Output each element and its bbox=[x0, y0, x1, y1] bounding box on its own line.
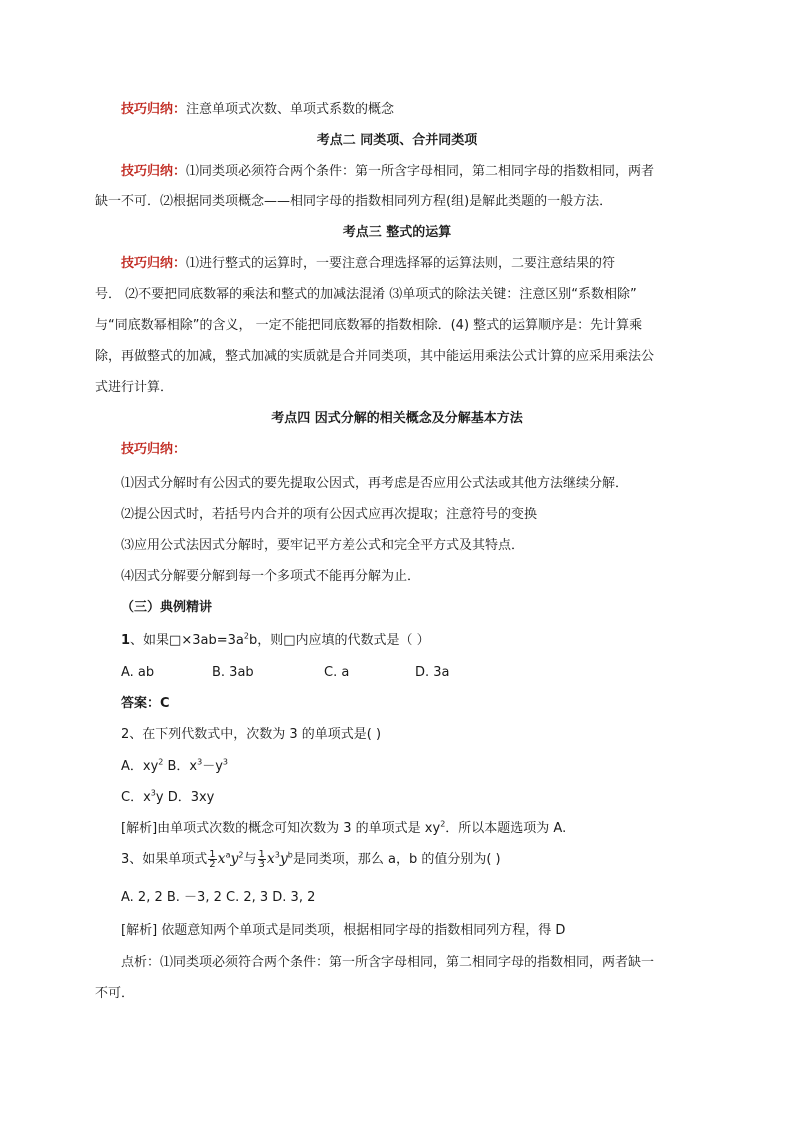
q3-comment-b: 不可． bbox=[95, 986, 135, 1001]
tip-label-4: 技巧归纳： bbox=[121, 442, 187, 457]
tip-line-3c: 与“同底数幂相除”的含义， 一定不能把同底数幂的指数相除．(4) 整式的运算顺序是：先计算乘 bbox=[95, 318, 643, 333]
q1-option-a: A. ab bbox=[121, 665, 155, 680]
heading-kaodian-3: 考点三 整式的运算 bbox=[342, 225, 452, 240]
tip-item-4: ⑷因式分解要分解到每一个多项式不能再分解为止． bbox=[121, 569, 421, 584]
q2-options-ab: A．$xy^2$ B．$x^3-y^3$ bbox=[121, 757, 229, 774]
tip-line-2a bbox=[121, 163, 654, 181]
q3-comment-a: 点析：⑴同类项必须符合两个条件：第一所含字母相同，第二相同字母的指数相同，两者缺一 bbox=[121, 955, 655, 970]
tip-line-2b: 缺一不可．⑵根据同类项概念——相同字母的指数相同列方程(组)是解此类题的一般方法． bbox=[95, 194, 613, 209]
q1-number: 1 bbox=[121, 633, 131, 648]
q3-options: A. 2, 2 B. －3, 2 C. 2, 3 D. 3, 2 bbox=[121, 890, 316, 905]
heading-kaodian-4: 考点四 因式分解的相关概念及分解基本方法 bbox=[271, 411, 523, 426]
fraction-one-third: $\frac{1}{3}$ bbox=[258, 849, 265, 870]
q1-option-c: C. a bbox=[324, 665, 350, 680]
tip-line-3b: 号． ⑵不要把同底数幂的乘法和整式的加减法混淆 ⑶单项式的除法关键：注意区别“系数相除” bbox=[95, 287, 637, 302]
tip-text: 注意单项式次数、单项式系数的概念 bbox=[186, 102, 395, 117]
q2-analysis: [解析]由单项式次数的概念可知次数为 3 的单项式是 $xy^2$．所以本题选项为 A. bbox=[121, 819, 567, 836]
tip-line-1 bbox=[121, 101, 394, 119]
q1-option-b: B. 3ab bbox=[212, 665, 254, 680]
tip-line-3e: 式进行计算． bbox=[95, 380, 174, 395]
tip-label: 技巧归纳： bbox=[121, 256, 187, 271]
tip-text: ⑴进行整式的运算时，一要注意合理选择幂的运算法则，二要注意结果的符 bbox=[186, 256, 616, 271]
q3-stem: 3、如果单项式 $\frac{1}{2}$ $x^ay^2$与 $\frac{1}{3}$ $x^3y^b$是同类项，那么 a，b 的值分别为( ) bbox=[121, 849, 501, 870]
q3-analysis: [解析] 依题意知两个单项式是同类项，根据相同字母的指数相同列方程，得 D bbox=[121, 923, 566, 938]
q2-options-cd: C．$x^3y$ D．3xy bbox=[121, 788, 215, 805]
q1-stem: 1、如果$□\times 3ab=3a^2b$，则□内应填的代数式是（ ） bbox=[121, 631, 430, 648]
q1-option-d: D. 3a bbox=[415, 665, 450, 680]
tip-label: 技巧归纳： bbox=[121, 102, 187, 117]
section-heading: （三）典例精讲 bbox=[121, 600, 213, 615]
fraction-one-half: $\frac{1}{2}$ bbox=[209, 849, 216, 870]
q1-answer: 答案：C bbox=[121, 696, 170, 711]
heading-kaodian-2: 考点二 同类项、合并同类项 bbox=[316, 133, 478, 148]
tip-label: 技巧归纳： bbox=[121, 164, 187, 179]
q2-stem: 2、在下列代数式中，次数为 3 的单项式是( ) bbox=[121, 727, 382, 742]
tip-line-3d: 除，再做整式的加减，整式加减的实质就是合并同类项，其中能运用乘法公式计算的应采用乘法公 bbox=[95, 349, 655, 364]
tip-text: ⑴同类项必须符合两个条件：第一所含字母相同，第二相同字母的指数相同，两者 bbox=[186, 164, 655, 179]
tip-line-3a bbox=[121, 255, 615, 273]
tip-item-2: ⑵提公因式时，若括号内合并的项有公因式应再次提取；注意符号的变换 bbox=[121, 507, 538, 522]
tip-item-3: ⑶应用公式法因式分解时，要牢记平方差公式和完全平方式及其特点． bbox=[121, 538, 525, 553]
tip-item-1: ⑴因式分解时有公因式的要先提取公因式，再考虑是否应用公式法或其他方法继续分解． bbox=[121, 476, 629, 491]
